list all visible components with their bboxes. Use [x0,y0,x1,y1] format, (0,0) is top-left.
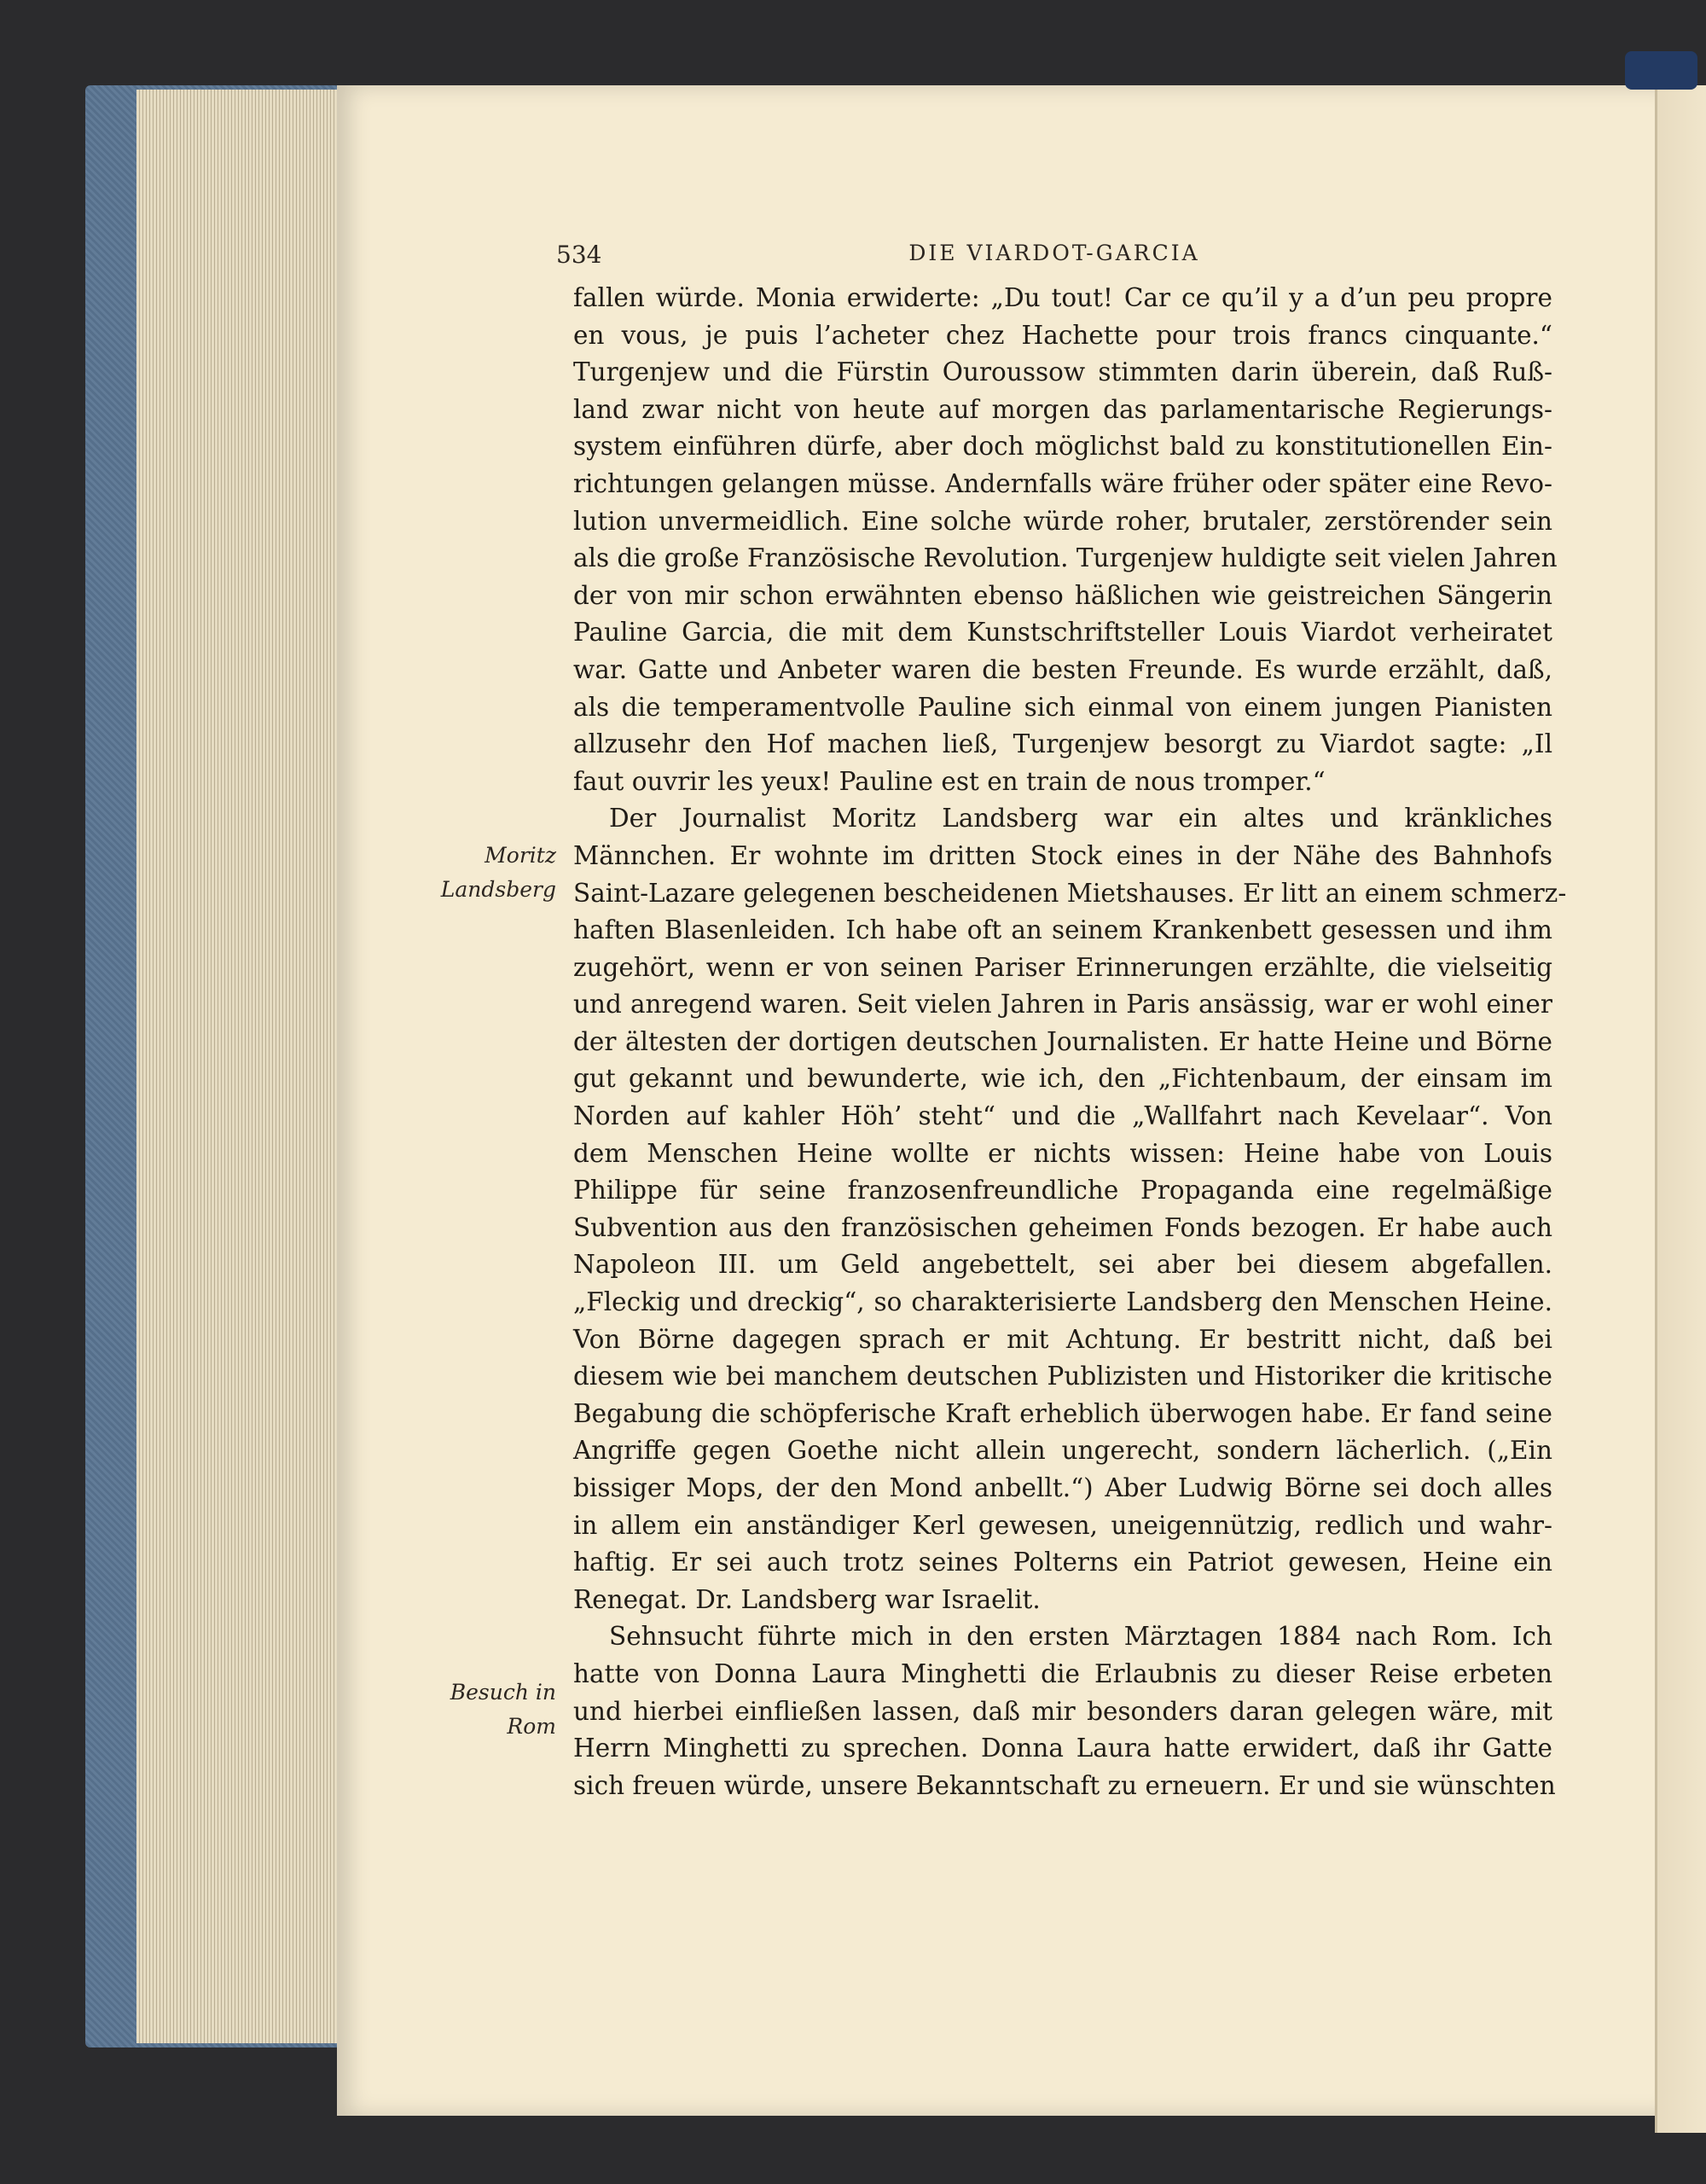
text-line: „Fleckig und dreckig“, so charakterisierte Landsberg den Menschen Heine. [573,1287,1552,1317]
text-line: sich freuen würde, unsere Bekanntschaft zu erneuern. Er und sie wünschten [573,1770,1556,1800]
text-line: in allem ein anständiger Kerl gewesen, uneigennützig, redlich und wahr- [573,1510,1552,1540]
text-line: land zwar nicht von heute auf morgen das parlamentarische Regierungs- [573,394,1552,424]
text-line: Philippe für seine franzosenfreundliche Propaganda eine regelmäßige [573,1176,1552,1205]
text-line: diesem wie bei manchem deutschen Publizisten und Historiker die kritische [573,1362,1552,1391]
text-line: Turgenjew und die Fürstin Ouroussow stimmten darin überein, daß Ruß- [573,357,1552,387]
text-line: Männchen. Er wohnte im dritten Stock eines in der Nähe des Bahnhofs [573,840,1552,870]
text-line: Angriffe gegen Goethe nicht allein ungerecht, sondern lächerlich. („Ein [573,1436,1552,1466]
text-line: gut gekannt und bewunderte, wie ich, den „Fichtenbaum, der einsam im [573,1064,1552,1094]
text-line: Der Journalist Moritz Landsberg war ein altes und kränkliches [609,804,1552,834]
page-edges [136,90,350,2043]
text-line: als die temperamentvolle Pauline sich einmal von einem jungen Pianisten [573,692,1552,722]
text-line: haften Blasenleiden. Ich habe oft an seinem Krankenbett gesessen und ihm [573,915,1552,945]
page-number: 534 [556,241,602,269]
text-line: richtungen gelangen müsse. Andernfalls wäre früher oder später eine Revo- [573,468,1552,498]
text-line: hatte von Donna Laura Minghetti die Erlaubnis zu dieser Reise erbeten [573,1658,1552,1688]
text-line: Von Börne dagegen sprach er mit Achtung. Er bestritt nicht, daß bei [573,1324,1552,1354]
margin-note-besuch-in-rom [450,1676,556,1744]
text-line: war. Gatte und Anbeter waren die besten Freunde. Es wurde erzählt, daß, [573,654,1552,684]
text-line: Subvention aus den französischen geheimen Fonds bezogen. Er habe auch [573,1212,1552,1242]
body-text [573,280,1567,1804]
text-line: zugehört, wenn er von seinen Pariser Erinnerungen erzählte, die vielseitig [573,952,1552,982]
text-line: Sehnsucht führte mich in den ersten Märztagen 1884 nach Rom. Ich [609,1622,1552,1652]
text-line: fallen würde. Monia erwiderte: „Du tout! Car ce qu’il y a d’un peu propre [573,283,1552,312]
text-line: und hierbei einfließen lassen, daß mir besonders daran gelegen wäre, mit [573,1696,1552,1726]
margin-note-moritz-landsberg [441,839,556,907]
margin-note-line: Moritz [485,843,556,868]
text-line: bissiger Mops, der den Mond anbellt.“) Aber Ludwig Börne sei doch alles [573,1473,1552,1502]
bookmark-ribbon [1625,51,1697,90]
margin-note-line: Rom [507,1714,556,1739]
text-line: faut ouvrir les yeux! Pauline est en train de nous tromper.“ [573,766,1326,796]
text-line: Pauline Garcia, die mit dem Kunstschriftsteller Louis Viardot verheiratet [573,618,1552,648]
text-line: system einführen dürfe, aber doch möglichst bald zu konstitutionellen Ein- [573,432,1552,462]
margin-note-line: Besuch in [450,1680,556,1705]
text-line: lution unvermeidlich. Eine solche würde roher, brutaler, zerstörender sein [573,506,1552,536]
margin-note-line: Landsberg [440,877,556,902]
text-line: Begabung die schöpferische Kraft erheblich überwogen habe. Er fand seine [573,1398,1552,1428]
text-line: Renegat. Dr. Landsberg war Israelit. [573,1584,1041,1614]
text-line: und anregend waren. Seit vielen Jahren in Paris ansässig, war er wohl einer [573,990,1552,1019]
text-line: dem Menschen Heine wollte er nichts wissen: Heine habe von Louis [573,1138,1552,1168]
text-line: Saint-Lazare gelegenen bescheidenen Mietshauses. Er litt an einem schmerz- [573,878,1567,908]
text-line: Napoleon III. um Geld angebettelt, sei aber bei diesem abgefallen. [573,1250,1552,1280]
text-line: der von mir schon erwähnten ebenso häßlichen wie geistreichen Sängerin [573,580,1552,610]
text-line: Herrn Minghetti zu sprechen. Donna Laura hatte erwidert, daß ihr Gatte [573,1734,1552,1763]
text-line: en vous, je puis l’acheter chez Hachette pour trois francs cinquante.“ [573,320,1552,350]
text-line: Norden auf kahler Höh’ steht“ und die „Wallfahrt nach Kevelaar“. Von [573,1101,1552,1131]
text-line: der ältesten der dortigen deutschen Journalisten. Er hatte Heine und Börne [573,1026,1552,1056]
facing-page-edge [1655,85,1706,2133]
text-line: haftig. Er sei auch trotz seines Polterns ein Patriot gewesen, Heine ein [573,1548,1552,1577]
running-title: DIE VIARDOT-GARCIA [908,241,1200,265]
text-line: allzusehr den Hof machen ließ, Turgenjew besorgt zu Viardot sagte: „Il [573,729,1552,759]
page-header [556,241,1552,268]
text-line: als die große Französische Revolution. Turgenjew huldigte seit vielen Jahren [573,543,1558,573]
